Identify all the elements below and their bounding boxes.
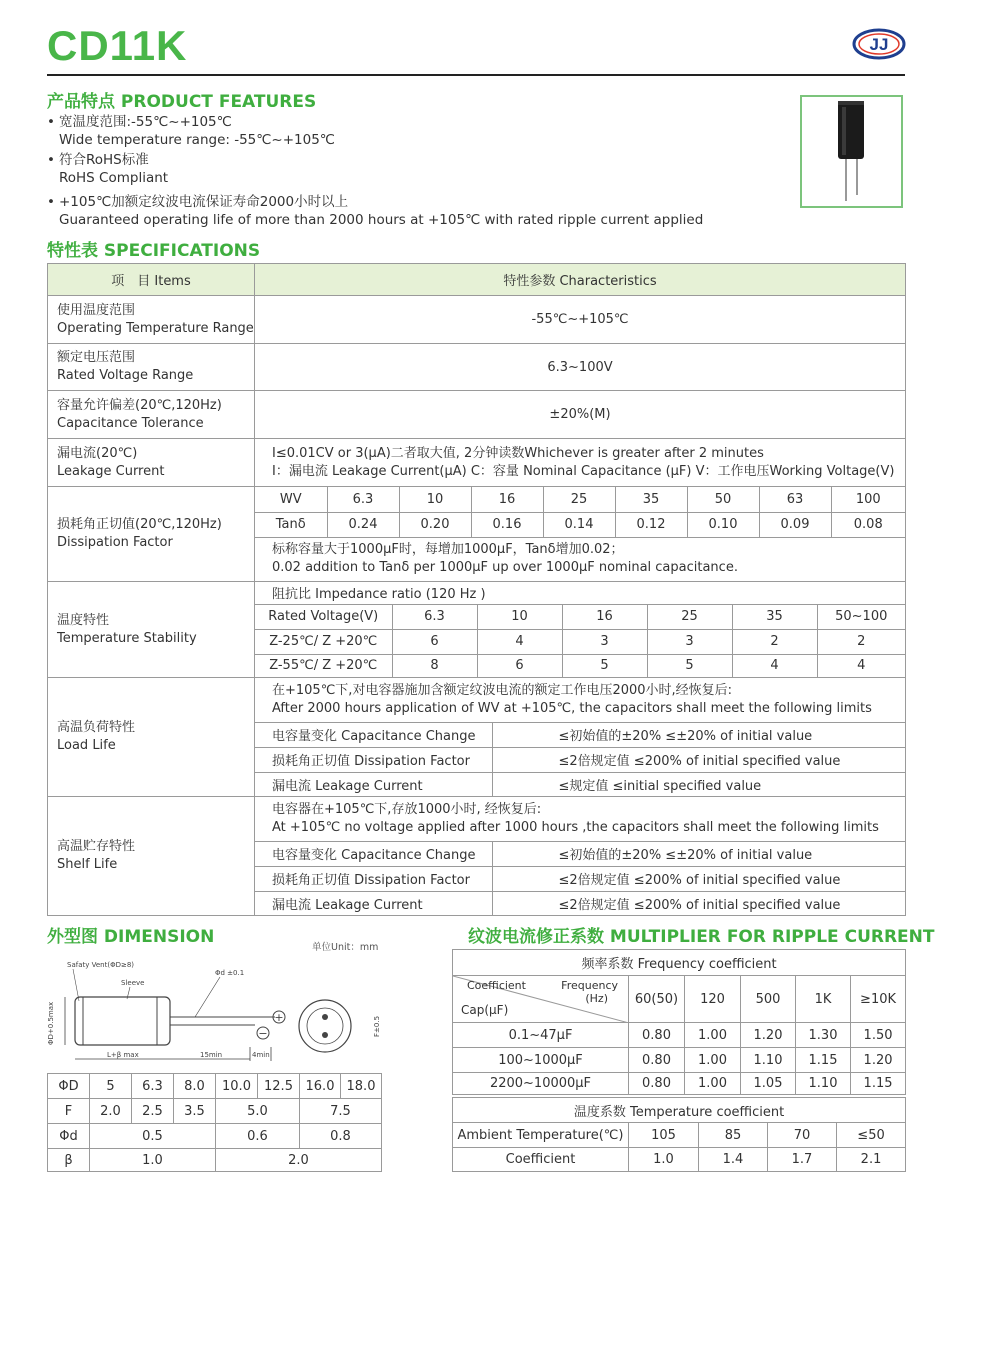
wv-label: WV bbox=[255, 487, 327, 512]
ripple-cell: 1.10 bbox=[741, 1048, 796, 1073]
beta-label: β bbox=[48, 1149, 90, 1172]
tan-cell: 0.09 bbox=[759, 512, 831, 537]
rv-cell: 10 bbox=[477, 604, 562, 629]
sleeve-label: Sleeve bbox=[121, 979, 145, 987]
phi-d-label: Φd ±0.1 bbox=[215, 969, 245, 977]
phid-label: Φd bbox=[48, 1124, 90, 1149]
limit-label: 漏电流 Leakage Current bbox=[255, 891, 492, 915]
phiD-cell: 16.0 bbox=[300, 1074, 341, 1099]
limit-label: 损耗角正切值 Dissipation Factor bbox=[255, 747, 492, 772]
temp-cell: ≤50 bbox=[837, 1123, 906, 1148]
z25-cell: 4 bbox=[477, 629, 562, 654]
tan-cell: 0.08 bbox=[831, 512, 905, 537]
freq-cell: 1K bbox=[796, 976, 851, 1023]
ripple-cell: 1.00 bbox=[685, 1073, 741, 1095]
z55-cell: 6 bbox=[477, 654, 562, 677]
leakage-value: I≤0.01CV or 3(μA)二者取大值, 2分钟读数Whichever is greater after 2 minutes I：漏电流 Leakage Current(μA) C：容量 Nominal Capacitance (μF) V：工作电压Working Voltage(V) bbox=[255, 439, 906, 487]
voltage-value: 6.3~100V bbox=[255, 344, 906, 391]
F-cell: 5.0 bbox=[216, 1099, 300, 1124]
tan-cell: 0.24 bbox=[327, 512, 399, 537]
wv-cell: 63 bbox=[759, 487, 831, 512]
dimension-table bbox=[47, 1073, 382, 1172]
limit-label: 电容量变化 Capacitance Change bbox=[255, 841, 492, 866]
row-label: 容量允许偏差(20℃,120Hz) Capacitance Tolerance bbox=[48, 391, 255, 439]
ripple-cell: 1.20 bbox=[741, 1023, 796, 1048]
header-rule bbox=[47, 74, 905, 76]
phiD-cell: 18.0 bbox=[341, 1074, 382, 1099]
coef-cell: 1.7 bbox=[768, 1148, 837, 1172]
wv-cell: 35 bbox=[615, 487, 687, 512]
col-characteristics: 特性参数 Characteristics bbox=[255, 264, 906, 296]
freq-cell: 500 bbox=[741, 976, 796, 1023]
ripple-title: 纹波电流修正系数 MULTIPLIER FOR RIPPLE CURRENT bbox=[468, 927, 935, 947]
ripple-cell: 1.00 bbox=[685, 1048, 741, 1073]
specifications-table bbox=[47, 263, 906, 916]
limit-value: ≤2倍规定值 ≤200% of initial specified value bbox=[492, 866, 905, 891]
beta-cell: 2.0 bbox=[216, 1149, 382, 1172]
safety-vent-label: Safaty Vent(ΦD≥8) bbox=[67, 961, 135, 969]
feature-item: • 宽温度范围:-55℃~+105℃ Wide temperature range: -55℃~+105℃ bbox=[47, 114, 335, 148]
wv-cell: 50 bbox=[687, 487, 759, 512]
tan-cell: 0.14 bbox=[543, 512, 615, 537]
phiD-cell: 6.3 bbox=[132, 1074, 174, 1099]
freq-cell: ≥10K bbox=[851, 976, 906, 1023]
wv-cell: 16 bbox=[471, 487, 543, 512]
ripple-cell: 1.15 bbox=[796, 1048, 851, 1073]
beta-cell: 1.0 bbox=[90, 1149, 216, 1172]
ripple-cell: 0.80 bbox=[629, 1048, 685, 1073]
ripple-cell: 0.80 bbox=[629, 1023, 685, 1048]
ripple-cell: 1.00 bbox=[685, 1023, 741, 1048]
wv-cell: 100 bbox=[831, 487, 905, 512]
phiD-cell: 8.0 bbox=[174, 1074, 216, 1099]
col-items: 项 目 Items bbox=[48, 264, 255, 296]
coef-cell: 2.1 bbox=[837, 1148, 906, 1172]
row-label: 损耗角正切值(20℃,120Hz) Dissipation Factor bbox=[48, 487, 255, 582]
ripple-cell: 1.05 bbox=[741, 1073, 796, 1095]
f-label: F±0.5 bbox=[373, 1015, 381, 1037]
freq-cell: 60(50) bbox=[629, 976, 685, 1023]
F-cell: 7.5 bbox=[300, 1099, 382, 1124]
row-label: 高温贮存特性 Shelf Life bbox=[48, 797, 255, 916]
phid-cell: 0.5 bbox=[90, 1124, 216, 1149]
z55-cell: 4 bbox=[732, 654, 817, 677]
svg-text:JJ: JJ bbox=[869, 35, 889, 54]
temperature-coefficient-table bbox=[452, 1097, 906, 1172]
F-cell: 2.0 bbox=[90, 1099, 132, 1124]
shelf-intro: 电容器在+105℃下,存放1000小时, 经恢复后: At +105℃ no voltage applied after 1000 hours ,the capacitors shall meet the following limits bbox=[255, 797, 905, 841]
z55-cell: 5 bbox=[562, 654, 647, 677]
limit-value: ≤初始值的±20% ≤±20% of initial value bbox=[492, 722, 905, 747]
freq-label: Frequency bbox=[561, 979, 618, 992]
model-title: CD11K bbox=[47, 22, 188, 69]
minus-label: − bbox=[258, 1027, 268, 1040]
temp-cell: 70 bbox=[768, 1123, 837, 1148]
tolerance-value: ±20%(M) bbox=[255, 391, 906, 439]
limit-value: ≤规定值 ≤initial specified value bbox=[558, 778, 762, 794]
jj-logo-icon bbox=[852, 28, 906, 64]
z25-cell: 6 bbox=[392, 629, 477, 654]
load-intro: 在+105℃下,对电容器施加含额定纹波电流的额定工作电压2000小时,经恢复后: After 2000 hours application of WV at +105℃, the capacitors shall meet the following limits bbox=[255, 678, 905, 722]
tan-cell: 0.20 bbox=[399, 512, 471, 537]
freq-cell: 120 bbox=[685, 976, 741, 1023]
z25-cell: 3 bbox=[562, 629, 647, 654]
z55-cell: 4 bbox=[857, 658, 866, 674]
tan-cell: 0.12 bbox=[615, 512, 687, 537]
plus-label: + bbox=[274, 1011, 284, 1024]
cap-range: 0.1~47μF bbox=[453, 1023, 629, 1048]
len4-label: 4min bbox=[252, 1051, 270, 1059]
limit-label: 电容量变化 Capacitance Change bbox=[255, 722, 492, 747]
row-label: 使用温度范围 Operating Temperature Range bbox=[48, 296, 255, 344]
freq-title: 频率系数 Frequency coefficient bbox=[453, 950, 906, 976]
z25-cell: 3 bbox=[647, 629, 732, 654]
row-label: 高温负荷特性 Load Life bbox=[48, 678, 255, 797]
ripple-cell: 1.30 bbox=[796, 1023, 851, 1048]
limit-label: 损耗角正切值 Dissipation Factor bbox=[255, 866, 492, 891]
hz-label: (Hz) bbox=[585, 992, 608, 1005]
d-label: ΦD+0.5max bbox=[47, 1001, 55, 1045]
z55-cell: 8 bbox=[392, 654, 477, 677]
ripple-cell: 0.80 bbox=[629, 1073, 685, 1095]
capacitor-photo-icon bbox=[800, 95, 903, 208]
shelf-life-cell bbox=[255, 797, 906, 916]
coef-label: Coefficient bbox=[467, 979, 526, 992]
cap-label: Cap(μF) bbox=[461, 1003, 509, 1017]
df-note: 标称容量大于1000μF时，每增加1000μF，Tanδ增加0.02； 0.02 addition to Tanδ per 1000μF up over 1000μF nominal capacitance. bbox=[272, 542, 738, 576]
temp-cell: 105 bbox=[629, 1123, 699, 1148]
limit-value: ≤2倍规定值 ≤200% of initial specified value bbox=[558, 897, 841, 913]
l-label: L+β max bbox=[107, 1051, 139, 1059]
ripple-cell: 1.50 bbox=[851, 1023, 906, 1048]
temp-cell: 85 bbox=[699, 1123, 768, 1148]
phiD-cell: 5 bbox=[90, 1074, 132, 1099]
dimension-title: 外型图 DIMENSION bbox=[47, 927, 215, 947]
ambient-temp-label: Ambient Temperature(℃) bbox=[453, 1123, 629, 1148]
F-cell: 2.5 bbox=[132, 1099, 174, 1124]
row-label: 温度特性 Temperature Stability bbox=[48, 582, 255, 678]
frequency-table bbox=[452, 949, 906, 1095]
F-label: F bbox=[48, 1099, 90, 1124]
rv-cell: 35 bbox=[732, 604, 817, 629]
wv-cell: 10 bbox=[399, 487, 471, 512]
phid-cell: 0.8 bbox=[300, 1124, 382, 1149]
limit-value: ≤初始值的±20% ≤±20% of initial value bbox=[492, 841, 905, 866]
z25-cell: 2 bbox=[817, 629, 905, 654]
rv-cell: 16 bbox=[562, 604, 647, 629]
F-cell: 3.5 bbox=[174, 1099, 216, 1124]
rv-cell: 50~100 bbox=[817, 604, 905, 629]
wv-cell: 25 bbox=[543, 487, 615, 512]
limit-value: ≤2倍规定值 ≤200% of initial specified value bbox=[492, 747, 905, 772]
row-label: 额定电压范围 Rated Voltage Range bbox=[48, 344, 255, 391]
impedance-title: 阻抗比 Impedance ratio (120 Hz ) bbox=[255, 582, 905, 604]
dimension-drawing-icon bbox=[45, 955, 385, 1070]
coef-cell: 1.4 bbox=[699, 1148, 768, 1172]
phiD-cell: 12.5 bbox=[258, 1074, 300, 1099]
z25-label: Z-25℃/ Z +20℃ bbox=[255, 629, 392, 654]
specs-title: 特性表 SPECIFICATIONS bbox=[47, 241, 261, 261]
ripple-cell: 1.10 bbox=[796, 1073, 851, 1095]
temp-coef-title: 温度系数 Temperature coefficient bbox=[453, 1098, 906, 1123]
cap-range: 100~1000μF bbox=[453, 1048, 629, 1073]
ripple-cell: 1.15 bbox=[851, 1073, 906, 1095]
rv-cell: 25 bbox=[647, 604, 732, 629]
feature-item: • +105℃加额定纹波电流保证寿命2000小时以上 Guaranteed operating life of more than 2000 hours at +105℃ with rated ripple current applied bbox=[47, 194, 704, 228]
load-life-cell bbox=[255, 678, 906, 797]
phiD-cell: 10.0 bbox=[216, 1074, 258, 1099]
phid-cell: 0.6 bbox=[216, 1124, 300, 1149]
cap-range: 2200~10000μF bbox=[453, 1073, 629, 1095]
rv-cell: 6.3 bbox=[392, 604, 477, 629]
len15-label: 15min bbox=[200, 1051, 223, 1059]
feature-item: • 符合RoHS标准 RoHS Compliant bbox=[47, 152, 169, 186]
ripple-cell: 1.20 bbox=[851, 1048, 906, 1073]
row-label: 漏电流(20℃) Leakage Current bbox=[48, 439, 255, 487]
df-cell bbox=[255, 487, 906, 582]
temp-stability-cell bbox=[255, 582, 906, 678]
rv-label: Rated Voltage(V) bbox=[255, 604, 392, 629]
op-temp-value: -55℃~+105℃ bbox=[255, 296, 906, 344]
z55-label: Z-55℃/ Z +20℃ bbox=[255, 654, 392, 677]
coef-cell: 1.0 bbox=[629, 1148, 699, 1172]
tan-cell: 0.16 bbox=[471, 512, 543, 537]
limit-label: 漏电流 Leakage Current bbox=[255, 772, 492, 796]
wv-cell: 6.3 bbox=[327, 487, 399, 512]
z55-cell: 5 bbox=[647, 654, 732, 677]
unit-label: 单位Unit：mm bbox=[312, 942, 379, 953]
z25-cell: 2 bbox=[732, 629, 817, 654]
diagonal-header bbox=[453, 976, 629, 1023]
tan-label: Tanδ bbox=[255, 512, 327, 537]
tan-cell: 0.10 bbox=[687, 512, 759, 537]
features-title: 产品特点 PRODUCT FEATURES bbox=[47, 92, 317, 112]
phiD-label: ΦD bbox=[48, 1074, 90, 1099]
coefficient-label: Coefficient bbox=[453, 1148, 629, 1172]
